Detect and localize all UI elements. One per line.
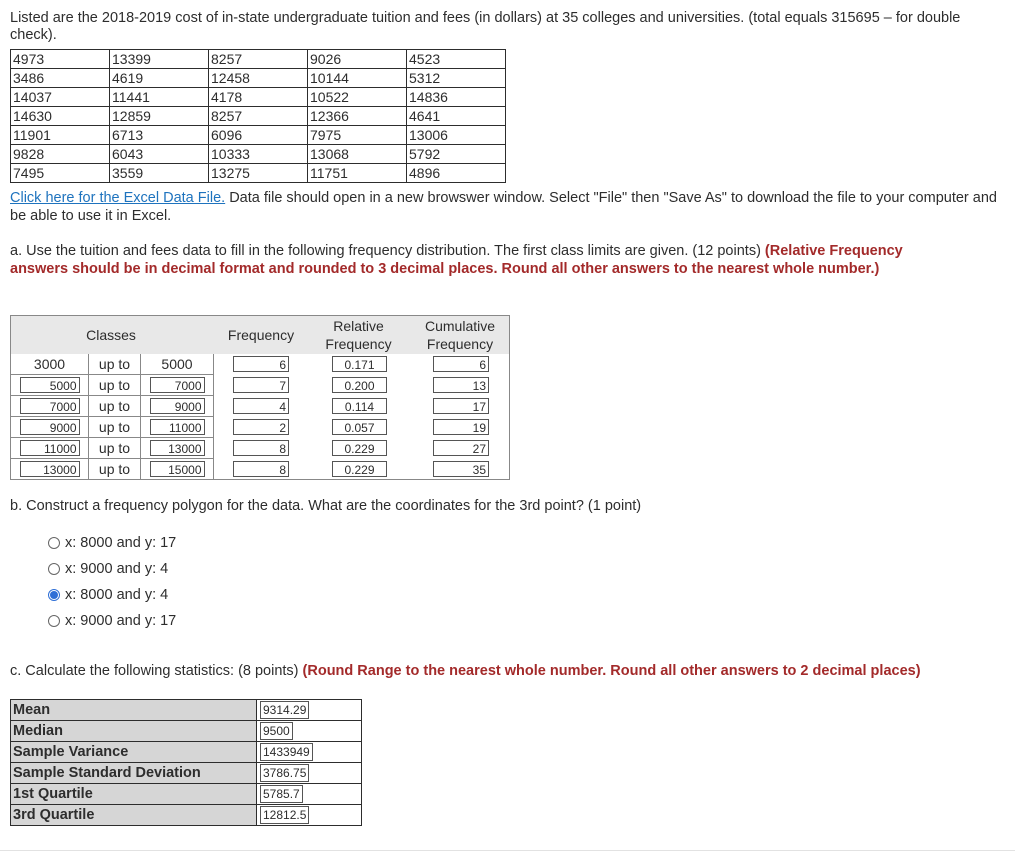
excel-file-link[interactable]: Click here for the Excel Data File.	[10, 190, 226, 206]
data-cell: 4178	[209, 88, 308, 107]
relative-frequency-input[interactable]: 0.057	[332, 419, 387, 435]
data-cell: 8257	[209, 50, 308, 69]
data-cell: 8257	[209, 107, 308, 126]
data-cell: 14630	[11, 107, 110, 126]
data-cell: 12859	[110, 107, 209, 126]
header-frequency: Frequency	[227, 327, 295, 343]
data-cell: 14836	[407, 88, 506, 107]
statistic-row	[11, 742, 362, 763]
radio-button-icon[interactable]	[48, 615, 60, 627]
data-cell: 6043	[110, 145, 209, 164]
statistic-label: Sample Variance	[11, 742, 257, 763]
data-cell: 12366	[308, 107, 407, 126]
header-cumulative-2: Frequency	[426, 336, 494, 352]
radio-option-label: x: 8000 and y: 4	[65, 587, 169, 603]
part-a-question	[10, 242, 960, 278]
radio-option-label: x: 9000 and y: 4	[65, 561, 169, 577]
header-relative-2: Frequency	[325, 336, 392, 352]
cumulative-frequency-input[interactable]: 13	[433, 377, 489, 393]
cumulative-frequency-input[interactable]: 27	[433, 440, 489, 456]
header-relative-1: Relative	[333, 318, 384, 334]
frequency-input[interactable]: 2	[233, 419, 289, 435]
class-upto: up to	[89, 459, 141, 480]
class-upper-input[interactable]: 9000	[150, 398, 205, 414]
class-upper-cell	[141, 417, 214, 438]
class-upper-input[interactable]: 13000	[150, 440, 205, 456]
data-cell: 13275	[209, 164, 308, 183]
cumulative-frequency-input[interactable]: 19	[433, 419, 489, 435]
data-row	[11, 164, 506, 183]
frequency-row	[11, 375, 509, 396]
cumulative-frequency-input[interactable]: 17	[433, 398, 489, 414]
class-upper-input[interactable]: 7000	[150, 377, 205, 393]
statistics-table	[10, 699, 362, 826]
frequency-input[interactable]: 4	[233, 398, 289, 414]
relative-frequency-input[interactable]: 0.229	[332, 461, 387, 477]
header-classes: Classes	[86, 327, 136, 343]
intro-text: Listed are the 2018-2019 cost of in-state undergraduate tuition and fees (in dollars) at 35 colleges and universities. (total equals 315695 – for double check).	[10, 10, 961, 43]
data-cell: 7975	[308, 126, 407, 145]
part-c-text: c. Calculate the following statistics: (8 points)	[10, 663, 303, 679]
data-cell: 10333	[209, 145, 308, 164]
statistic-value-cell	[257, 721, 362, 742]
data-cell: 3486	[11, 69, 110, 88]
radio-button-icon[interactable]	[48, 589, 60, 601]
statistic-value-cell	[257, 805, 362, 826]
statistic-label: Sample Standard Deviation	[11, 763, 257, 784]
radio-option[interactable]	[48, 530, 176, 556]
frequency-input[interactable]: 8	[233, 440, 289, 456]
data-row	[11, 107, 506, 126]
statistic-row	[11, 763, 362, 784]
class-lower-cell	[11, 417, 89, 438]
data-row	[11, 50, 506, 69]
data-cell: 11751	[308, 164, 407, 183]
statistic-value-cell	[257, 700, 362, 721]
part-a-text: a. Use the tuition and fees data to fill in the following frequency distribution. The first class limits are given. (12 points)	[10, 243, 765, 259]
class-upper-input[interactable]: 15000	[150, 461, 205, 477]
frequency-distribution-table	[10, 315, 510, 480]
radio-option[interactable]	[48, 582, 176, 608]
data-cell: 4896	[407, 164, 506, 183]
class-upper-cell	[141, 375, 214, 396]
relative-frequency-input[interactable]: 0.171	[332, 356, 387, 372]
statistic-input[interactable]: 3786.75	[260, 764, 309, 782]
class-lower: 3000	[11, 354, 89, 375]
radio-button-icon[interactable]	[48, 563, 60, 575]
data-cell: 10144	[308, 69, 407, 88]
statistic-value-cell	[257, 784, 362, 805]
class-lower-cell	[11, 396, 89, 417]
tuition-data-table	[10, 49, 506, 183]
statistic-row	[11, 721, 362, 742]
frequency-row	[11, 396, 509, 417]
data-cell: 7495	[11, 164, 110, 183]
radio-option-label: x: 8000 and y: 17	[65, 535, 177, 551]
statistic-row	[11, 784, 362, 805]
frequency-table-header	[11, 316, 509, 354]
cumulative-frequency-input[interactable]: 35	[433, 461, 489, 477]
radio-option[interactable]	[48, 608, 176, 634]
statistic-row	[11, 805, 362, 826]
data-cell: 12458	[209, 69, 308, 88]
class-upto: up to	[89, 396, 141, 417]
data-cell: 4523	[407, 50, 506, 69]
frequency-row	[11, 438, 509, 459]
radio-option[interactable]	[48, 556, 176, 582]
data-row	[11, 69, 506, 88]
data-cell: 6096	[209, 126, 308, 145]
part-b-question: b. Construct a frequency polygon for the data. What are the coordinates for the 3rd point? (1 point)	[10, 498, 642, 514]
data-cell: 3559	[110, 164, 209, 183]
data-cell: 13399	[110, 50, 209, 69]
statistic-input[interactable]: 12812.5	[260, 806, 309, 824]
class-lower-input[interactable]: 11000	[20, 440, 80, 456]
class-lower-input[interactable]: 9000	[20, 419, 80, 435]
statistic-input[interactable]: 5785.7	[260, 785, 303, 803]
part-b-options	[48, 530, 176, 634]
frequency-row	[11, 417, 509, 438]
class-upper-cell	[141, 459, 214, 480]
class-lower-cell	[11, 375, 89, 396]
class-lower-cell	[11, 438, 89, 459]
statistic-row	[11, 700, 362, 721]
data-row	[11, 126, 506, 145]
excel-note: Data file should open in a new browswer window. Select "File" then "Save As" to download the file to your computer and be able to use it in Excel.	[10, 190, 997, 224]
class-lower-cell	[11, 459, 89, 480]
class-upper-input[interactable]: 11000	[150, 419, 205, 435]
class-upper-cell	[141, 396, 214, 417]
data-cell: 11441	[110, 88, 209, 107]
class-upto: up to	[89, 354, 141, 375]
statistic-value-cell	[257, 742, 362, 763]
frequency-row	[11, 459, 509, 480]
class-upto: up to	[89, 417, 141, 438]
class-upper-cell	[141, 438, 214, 459]
data-row	[11, 145, 506, 164]
data-cell: 13006	[407, 126, 506, 145]
excel-instructions	[10, 189, 1000, 225]
frequency-input[interactable]: 8	[233, 461, 289, 477]
data-cell: 14037	[11, 88, 110, 107]
relative-frequency-input[interactable]: 0.114	[332, 398, 387, 414]
data-cell: 5792	[407, 145, 506, 164]
class-upto: up to	[89, 438, 141, 459]
data-cell: 5312	[407, 69, 506, 88]
relative-frequency-input[interactable]: 0.200	[332, 377, 387, 393]
class-upper: 5000	[141, 354, 214, 375]
divider	[0, 850, 1015, 851]
statistic-label: 1st Quartile	[11, 784, 257, 805]
statistic-input[interactable]: 9500	[260, 722, 293, 740]
data-cell: 4619	[110, 69, 209, 88]
data-cell: 4973	[11, 50, 110, 69]
statistic-label: Median	[11, 721, 257, 742]
statistic-label: 3rd Quartile	[11, 805, 257, 826]
relative-frequency-input[interactable]: 0.229	[332, 440, 387, 456]
statistic-input[interactable]: 9314.29	[260, 701, 309, 719]
statistic-input[interactable]: 1433949	[260, 743, 313, 761]
data-cell: 6713	[110, 126, 209, 145]
part-c-note: (Round Range to the nearest whole number. Round all other answers to 2 decimal places)	[302, 663, 921, 679]
data-cell: 9828	[11, 145, 110, 164]
data-cell: 9026	[308, 50, 407, 69]
frequency-row	[11, 354, 509, 375]
data-cell: 10522	[308, 88, 407, 107]
class-upto: up to	[89, 375, 141, 396]
class-lower-input[interactable]: 7000	[20, 398, 80, 414]
frequency-input[interactable]: 6	[233, 356, 289, 372]
cumulative-frequency-input[interactable]: 6	[433, 356, 489, 372]
class-lower-input[interactable]: 5000	[20, 377, 80, 393]
part-c-question	[10, 662, 970, 680]
class-lower-input[interactable]: 13000	[20, 461, 80, 477]
statistic-label: Mean	[11, 700, 257, 721]
data-cell: 13068	[308, 145, 407, 164]
statistic-value-cell	[257, 763, 362, 784]
data-cell: 11901	[11, 126, 110, 145]
radio-option-label: x: 9000 and y: 17	[65, 613, 177, 629]
radio-button-icon[interactable]	[48, 537, 60, 549]
header-cumulative-1: Cumulative	[424, 318, 496, 334]
part-a-note: (Relative Frequency answers should be in decimal format and rounded to 3 decimal places. Round all other answers to the nearest whole number.)	[10, 243, 903, 277]
data-row	[11, 88, 506, 107]
frequency-input[interactable]: 7	[233, 377, 289, 393]
data-cell: 4641	[407, 107, 506, 126]
